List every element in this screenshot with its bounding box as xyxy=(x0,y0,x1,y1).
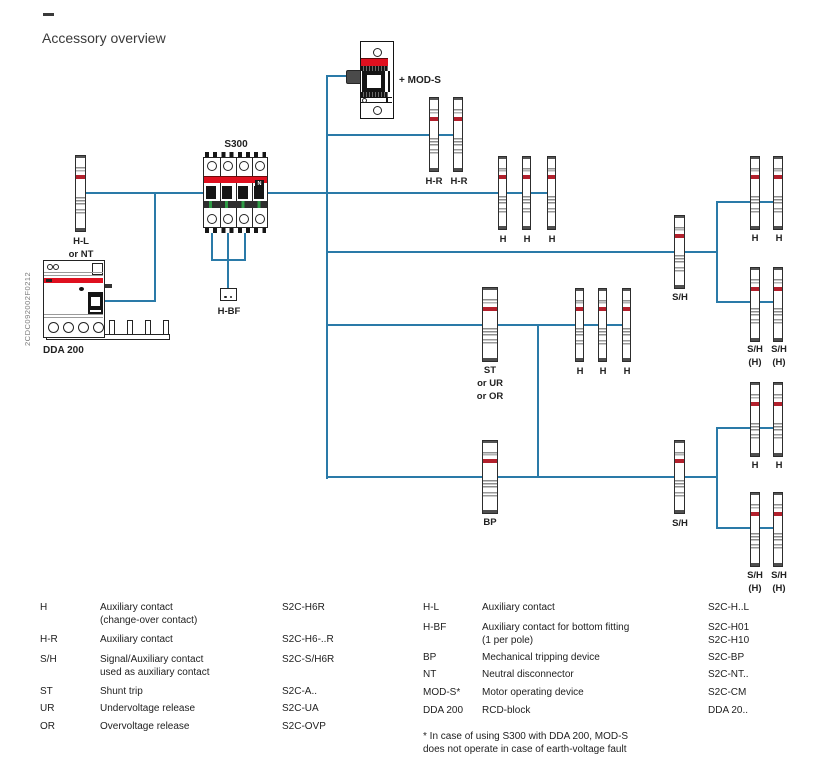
mod-s-band-tick xyxy=(386,97,388,103)
s300-neutral-mark: N xyxy=(255,180,264,189)
s300-breaker xyxy=(203,152,268,233)
label-or-nt: or NT xyxy=(68,249,94,260)
legend-abbr: S/H xyxy=(40,654,57,665)
module-shh-ur-1 xyxy=(750,267,760,342)
label-sh-lower: S/H xyxy=(672,518,688,529)
h-bf-device xyxy=(220,288,237,301)
s300-pole-n xyxy=(252,158,267,227)
module-h-ur-1 xyxy=(750,156,760,230)
wire-lower-shh xyxy=(716,527,780,529)
label-or-or: or OR xyxy=(476,391,504,402)
label-h-ur-1: H xyxy=(751,233,759,244)
label-h-t2-1: H xyxy=(576,366,584,377)
label-h-r-2: H-R xyxy=(450,176,468,187)
wire-s300-pole3 xyxy=(244,233,246,261)
wire-main-bus xyxy=(80,192,556,194)
legend-abbr: H-L xyxy=(423,602,440,613)
mod-s-red-band xyxy=(361,58,388,66)
label-shh-lr-1b: (H) xyxy=(748,583,762,594)
dda-red-band xyxy=(44,278,103,283)
module-h-trio1-3 xyxy=(547,156,556,230)
dda-200-device xyxy=(43,260,105,338)
mod-s-side-rail xyxy=(388,71,390,92)
busbar-prong-3 xyxy=(145,320,151,335)
module-h-lr-2 xyxy=(773,382,783,457)
label-h-t2-2: H xyxy=(599,366,607,377)
module-shh-lr-2 xyxy=(773,492,783,567)
label-h-r-1: H-R xyxy=(425,176,443,187)
legend-type: S2C-S/H6R xyxy=(282,654,335,665)
label-shh-lr-1a: S/H xyxy=(747,570,763,581)
legend-abbr: H-BF xyxy=(423,622,447,633)
module-h-ur-2 xyxy=(773,156,783,230)
accessory-overview-page: Accessory overview 2CDC092002F0212 H-L or NT S300 N + MOD-S H-R H-R H H H S/H H H S/H (H) S/H (H) ST or UR or OR H H H BP S/H H H S/H (H) S/H (H) H-BF DDA 200 H Auxiliary contact (change-over contact) S2C-H6R H-R Auxiliary contact S2C-H6-..R S/H Signal/Auxiliary contact used as auxiliary contact S2C-S/H6R ST Shunt trip S2C-A.. UR Undervoltage release S2C-UA OR Overvoltage release S2C-OVP H-L Auxiliary contact S2C-H..L H-BF Auxiliary contact for bottom fitting (1 per pole) S2C-H01 S2C-H10 BP Mechanical tripping device S2C-BP NT Neutral disconnector S2C-NT.. MOD-S* Motor operating device S2C-CM DDA 200 RCD-block DDA 20.. * In case of using S300 with DDA 200, MOD-S does not operate in case of earth-voltage fault xyxy=(0,0,816,772)
footnote: * In case of using S300 with DDA 200, MOD-S does not operate in case of earth-voltage fault xyxy=(423,731,629,755)
label-h-lr-2: H xyxy=(775,460,783,471)
module-shh-lr-1 xyxy=(750,492,760,567)
wire-upper-hh xyxy=(716,201,780,203)
module-h-l xyxy=(75,155,86,232)
module-h-trio1-2 xyxy=(522,156,531,230)
module-h-lr-1 xyxy=(750,382,760,457)
wire-upper-shh xyxy=(716,301,780,303)
wire-bp-branch xyxy=(327,476,717,478)
wire-right-lower-v xyxy=(716,427,718,529)
s300-body xyxy=(203,157,268,228)
s300-bottom-tabs xyxy=(205,228,266,233)
module-sh-upper xyxy=(674,215,685,289)
label-s300: S300 xyxy=(224,139,248,150)
wire-sh-upper-branch xyxy=(327,251,717,253)
label-st: ST xyxy=(483,365,497,376)
legend-abbr: BP xyxy=(423,652,437,663)
module-h-trio1-1 xyxy=(498,156,507,230)
label-h-bf: H-BF xyxy=(217,306,241,317)
label-h-t2-3: H xyxy=(623,366,631,377)
label-shh-ur-2b: (H) xyxy=(772,357,786,368)
busbar-prong-1 xyxy=(109,320,115,335)
wire-s300-pole1 xyxy=(211,233,213,261)
dda-indicator xyxy=(79,287,84,291)
document-code-vertical: 2CDC092002F0212 xyxy=(23,271,32,346)
legend-type: S2C-UA xyxy=(282,703,319,714)
s300-pole-2 xyxy=(220,158,237,227)
s300-pole-3 xyxy=(236,158,253,227)
label-h-t1-2: H xyxy=(523,234,531,245)
legend-abbr: H xyxy=(40,602,48,613)
legend-type: S2C-OVP xyxy=(282,721,326,732)
wire-dda-up xyxy=(154,192,156,302)
label-shh-lr-2a: S/H xyxy=(771,570,787,581)
label-h-t1-3: H xyxy=(548,234,556,245)
legend-abbr: NT xyxy=(423,669,437,680)
legend-abbr: ST xyxy=(40,686,53,697)
label-h-l: H-L xyxy=(73,236,89,247)
busbar-prong-2 xyxy=(127,320,133,335)
label-sh-upper: S/H xyxy=(672,292,688,303)
mod-s-small-screw xyxy=(362,98,367,103)
module-h-trio2-1 xyxy=(575,288,584,362)
legend-abbr: OR xyxy=(40,721,55,732)
mod-s-top-screw xyxy=(373,48,382,57)
label-or-ur: or UR xyxy=(477,378,503,389)
label-bp: BP xyxy=(483,517,497,528)
legend-type: S2C-H6R xyxy=(282,602,325,613)
module-h-r-2 xyxy=(453,97,463,172)
mod-s-motor-frame xyxy=(362,71,385,92)
legend-type: S2C-A.. xyxy=(282,686,318,697)
wire-right-upper-v xyxy=(716,201,718,303)
wire-mods-feed xyxy=(327,75,347,77)
wire-dda-h xyxy=(100,300,156,302)
legend-type: S2C-H6-..R xyxy=(282,634,334,645)
label-dda-200: DDA 200 xyxy=(43,345,84,356)
module-h-r-1 xyxy=(429,97,439,172)
label-h-t1-1: H xyxy=(499,234,507,245)
busbar-prong-4 xyxy=(163,320,169,335)
dda-mechanism xyxy=(88,292,103,315)
legend-abbr: DDA 200 xyxy=(423,705,464,716)
legend-abbr: MOD-S* xyxy=(423,687,461,698)
label-shh-ur-1a: S/H xyxy=(747,344,763,355)
dda-test-button xyxy=(92,263,103,275)
label-shh-lr-2b: (H) xyxy=(772,583,786,594)
title-dash xyxy=(43,13,54,16)
legend-abbr: H-R xyxy=(40,634,58,645)
s300-pole-1 xyxy=(204,158,221,227)
wire-mid-v xyxy=(537,324,539,478)
label-shh-ur-2a: S/H xyxy=(771,344,787,355)
module-sh-lower xyxy=(674,440,685,514)
s300-separator xyxy=(204,201,267,208)
wire-s300-hbf-join xyxy=(211,259,246,261)
module-st xyxy=(482,287,498,362)
label-h-lr-1: H xyxy=(751,460,759,471)
label-shh-ur-1b: (H) xyxy=(748,357,762,368)
module-h-trio2-3 xyxy=(622,288,631,362)
module-shh-ur-2 xyxy=(773,267,783,342)
mod-s-device xyxy=(360,41,394,119)
page-title: Accessory overview xyxy=(42,30,166,46)
module-h-trio2-2 xyxy=(598,288,607,362)
wire-lower-hh xyxy=(716,427,780,429)
legend-abbr: UR xyxy=(40,703,55,714)
dda-side-tab xyxy=(105,284,112,288)
module-bp xyxy=(482,440,498,514)
mod-s-bottom-screw xyxy=(373,106,382,115)
label-h-ur-2: H xyxy=(775,233,783,244)
label-mod-s: + MOD-S xyxy=(399,75,441,86)
